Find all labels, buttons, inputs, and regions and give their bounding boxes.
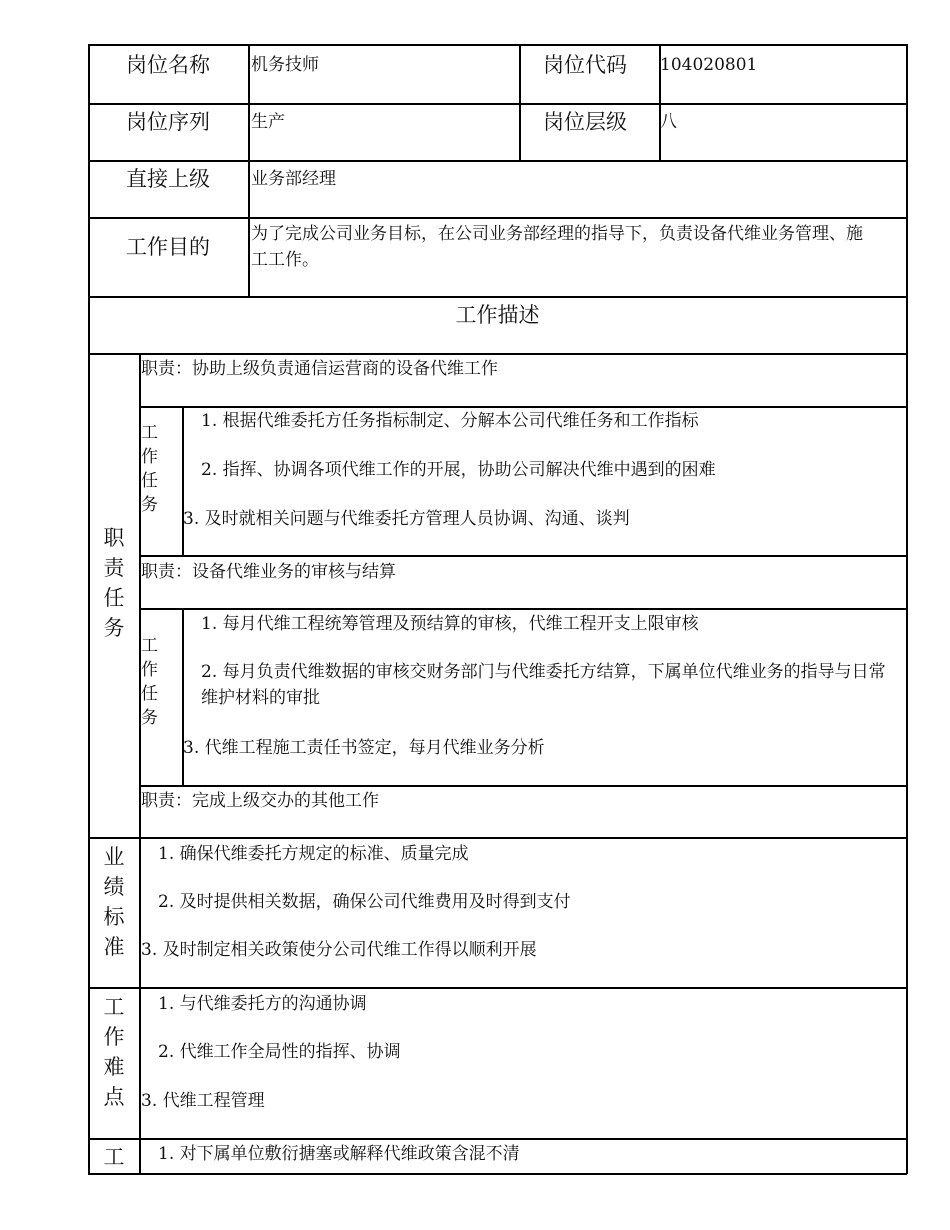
task-item: 2. 每月负责代维数据的审核交财务部门与代维委托方结算，下属单位代维业务的指导与日常维护材料的审批 (201, 662, 886, 708)
job-code-value: 104020801 (660, 55, 758, 75)
performance-label: 业绩标准 (103, 845, 125, 959)
row-divider (140, 555, 907, 557)
performance-item: 1. 确保代维委托方规定的标准、质量完成 (158, 844, 469, 864)
last-section-label: 工 (103, 1145, 125, 1169)
duty-title: 职责：协助上级负责通信运营商的设备代维工作 (141, 359, 498, 379)
performance-item: 2. 及时提供相关数据，确保公司代维费用及时得到支付 (158, 892, 571, 912)
task-item: 1. 根据代维委托方任务指标制定、分解本公司代维任务和工作指标 (201, 411, 699, 431)
col-divider (248, 44, 250, 297)
row-divider (140, 785, 907, 787)
difficulty-item: 1. 与代维委托方的沟通协调 (158, 994, 367, 1014)
difficulties-label: 工作难点 (103, 995, 125, 1109)
tasks-label: 工作任务 (141, 423, 158, 515)
task-item: 2. 指挥、协调各项代维工作的开展，协助公司解决代维中遇到的困难 (201, 460, 716, 480)
supervisor-label: 直接上级 (126, 167, 210, 191)
job-name-label: 岗位名称 (126, 53, 210, 77)
sequence-label: 岗位序列 (126, 110, 210, 134)
row-divider (88, 217, 907, 219)
level-label: 岗位层级 (543, 110, 627, 134)
border-left (88, 44, 90, 1174)
col-divider (519, 44, 521, 161)
duty-title: 职责：设备代维业务的审核与结算 (141, 562, 396, 582)
row-divider (88, 837, 907, 839)
performance-item: 3. 及时制定相关政策使分公司代维工作得以顺利开展 (141, 940, 537, 960)
border-right (906, 44, 908, 1174)
task-item: 1. 每月代维工程统筹管理及预结算的审核，代维工程开支上限审核 (201, 614, 699, 634)
row-divider (88, 160, 907, 162)
row-divider (88, 353, 907, 355)
row-divider (88, 1138, 907, 1140)
sequence-value: 生产 (251, 112, 285, 132)
duties-label: 职责任务 (103, 526, 125, 640)
col-divider (182, 406, 184, 556)
supervisor-value: 业务部经理 (251, 169, 336, 189)
task-item: 3. 代维工程施工责任书签定，每月代维业务分析 (183, 738, 545, 758)
row-divider (88, 987, 907, 989)
purpose-label: 工作目的 (126, 235, 210, 259)
section-title: 工作描述 (455, 303, 540, 327)
row-divider (140, 608, 907, 610)
difficulty-item: 3. 代维工程管理 (141, 1091, 265, 1111)
row-divider (88, 103, 907, 105)
duty-title: 职责：完成上级交办的其他工作 (141, 791, 379, 811)
row-divider (88, 296, 907, 298)
last-section-item: 1. 对下属单位敷衍搪塞或解释代维政策含混不清 (158, 1144, 520, 1164)
task-item: 3. 及时就相关问题与代维委托方管理人员协调、沟通、谈判 (183, 509, 630, 529)
border-bottom (88, 1173, 907, 1175)
job-code-label: 岗位代码 (543, 53, 627, 77)
border-top (88, 44, 907, 46)
level-value: 八 (660, 112, 677, 132)
job-name-value: 机务技师 (251, 55, 319, 75)
difficulty-item: 2. 代维工作全局性的指挥、协调 (158, 1042, 401, 1062)
tasks-label: 工作任务 (141, 636, 158, 728)
purpose-value: 为了完成公司业务目标，在公司业务部经理的指导下，负责设备代维业务管理、施工工作。 (251, 224, 863, 270)
